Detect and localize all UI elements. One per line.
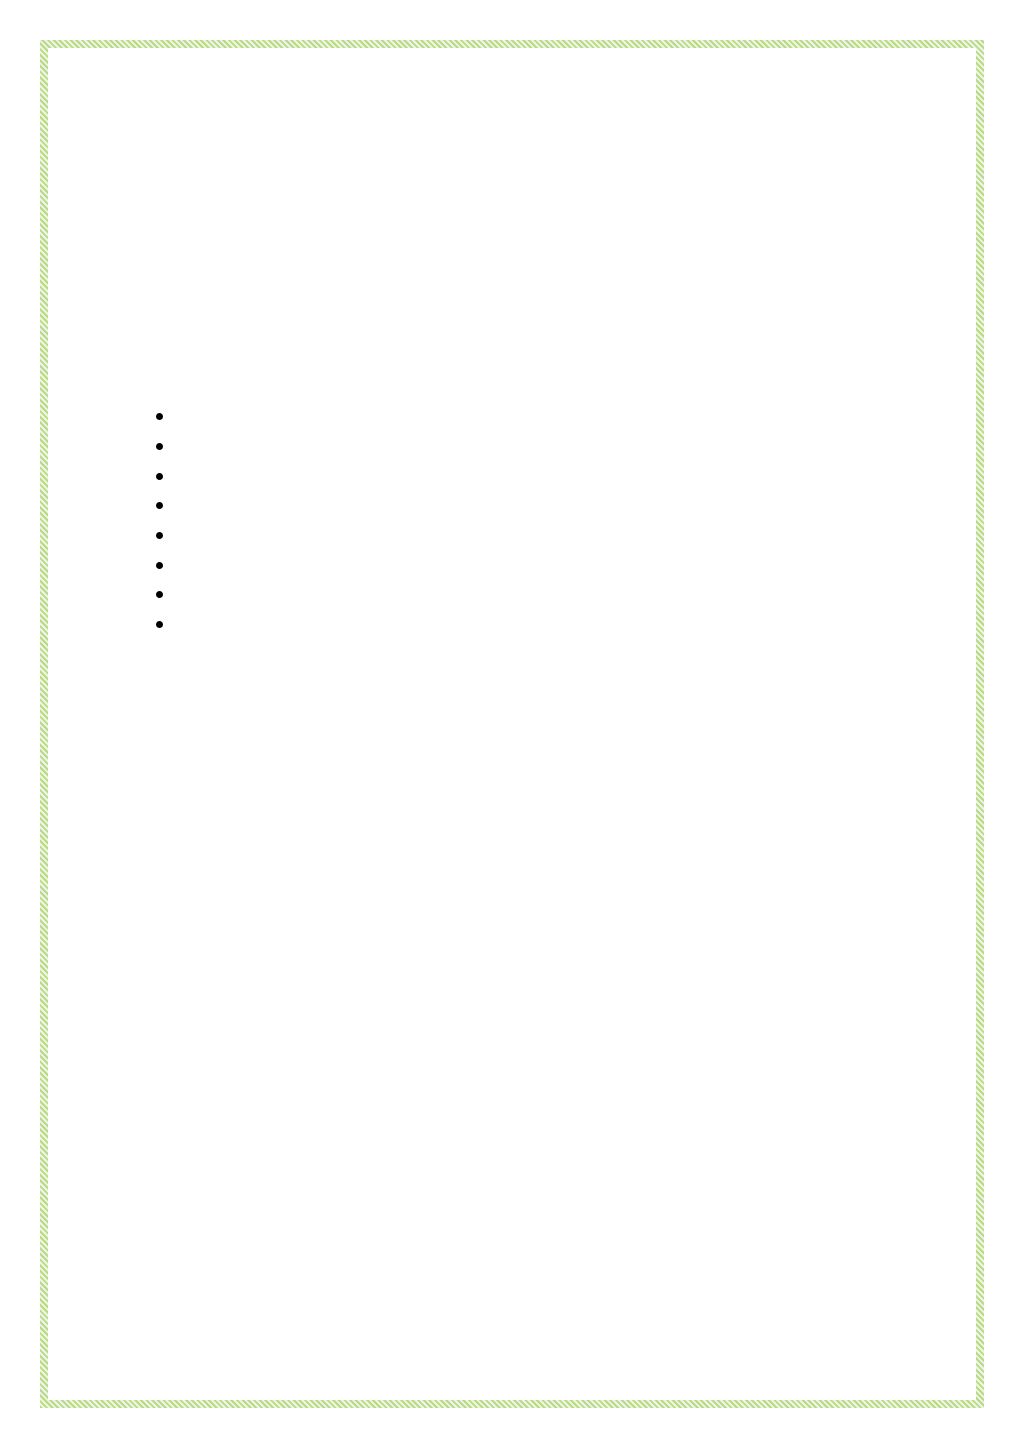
- bullet-icon: [156, 532, 163, 539]
- list-item: [150, 491, 184, 521]
- recap-list: [150, 402, 184, 640]
- list-item: [150, 580, 184, 610]
- bullet-icon: [156, 591, 163, 598]
- list-item: [150, 461, 184, 491]
- list-item: [150, 432, 184, 462]
- list-item: [150, 550, 184, 580]
- list-item: [150, 610, 184, 640]
- bullet-icon: [156, 473, 163, 480]
- bullet-icon: [156, 413, 163, 420]
- bullet-icon: [156, 443, 163, 450]
- bullet-icon: [156, 502, 163, 509]
- bullet-icon: [156, 562, 163, 569]
- title-graphic: [118, 112, 908, 312]
- list-item: [150, 402, 184, 432]
- bullet-icon: [156, 621, 163, 628]
- list-item: [150, 521, 184, 551]
